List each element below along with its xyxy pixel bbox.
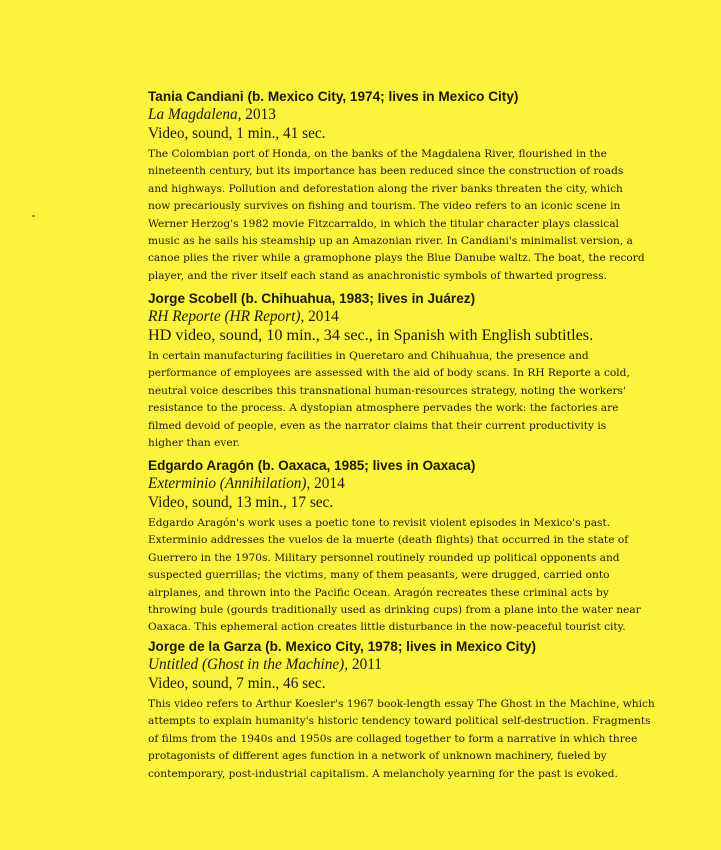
artwork-details: Video, sound, 13 min., 17 sec. — [148, 494, 334, 511]
description-line: player, and the river itself each stand as anachronistic symbols of thwarted progress. — [148, 269, 607, 282]
artwork-entry — [148, 88, 678, 285]
artist-heading: Tania Candiani (b. Mexico City, 1974; lives in Mexico City) — [148, 89, 519, 104]
artwork-title-line — [148, 106, 678, 124]
artwork-description — [148, 348, 678, 452]
description-line: protagonists of different ages function in a network of unknown machinery, fueled by — [148, 750, 607, 763]
artwork-title: La Magdalena, — [148, 106, 242, 123]
description-line: performance of employees are assessed with the aid of body scans. In RH Reporte a cold, — [148, 367, 630, 380]
artwork-title: Untitled (Ghost in the Machine), — [148, 656, 349, 673]
description-line: This video refers to Arthur Koesler's 1967 book-length essay The Ghost in the Machine, which — [148, 698, 655, 710]
artwork-description — [148, 696, 678, 783]
description-line: nineteenth century, but its importance has been reduced since the construction of roads — [148, 165, 624, 178]
description-line: The Colombian port of Honda, on the banks of the Magdalena River, flourished in the — [148, 148, 607, 160]
artwork-description — [148, 515, 678, 637]
description-line: Edgardo Aragón's work uses a poetic tone to revisit violent episodes in Mexico's past. — [148, 517, 611, 529]
description-line: attempts to explain humanity's historic tendency toward political self-destruction. Fragments — [148, 715, 651, 728]
description-line: of films from the 1940s and 1950s are collaged together to form a narrative in which three — [148, 732, 638, 745]
description-line: neutral voice describes this transnational human-resources strategy, noting the workers' — [148, 384, 626, 397]
artist-heading: Jorge de la Garza (b. Mexico City, 1978; lives in Mexico City) — [148, 639, 537, 654]
artwork-description — [148, 146, 678, 285]
description-line: Oaxaca. This ephemeral action creates little disturbance in the now-peaceful tourist city. — [148, 621, 626, 634]
artwork-title: RH Reporte (HR Report), — [148, 308, 305, 325]
description-line: In certain manufacturing facilities in Queretaro and Chihuahua, the presence and — [148, 350, 589, 362]
description-line: canoe plies the river while a gramophone plays the Blue Danube waltz. The boat, the record — [148, 252, 645, 265]
description-line: contemporary, post-industrial capitalism. A melancholy yearning for the past is evoked. — [148, 767, 618, 780]
description-line: Exterminio addresses the vuelos de la muerte (death flights) that occurred in the state of — [148, 534, 629, 547]
description-line: Werner Herzog's 1982 movie Fitzcarraldo, in which the titular character plays classical — [148, 217, 619, 230]
artwork-year: 2013 — [241, 106, 276, 123]
artwork-title-line — [148, 475, 678, 493]
artist-heading: Edgardo Aragón (b. Oaxaca, 1985; lives in Oaxaca) — [148, 458, 476, 473]
artwork-title-line — [148, 308, 678, 326]
description-line: Guerrero in the 1970s. Military personnel routinely rounded up political opponents and — [148, 551, 620, 564]
artwork-title-line — [148, 656, 678, 674]
artwork-year: 2014 — [304, 308, 339, 325]
paper-speck — [32, 215, 35, 217]
description-line: now precariously survives on fishing and tourism. The video refers to an iconic scene in — [148, 200, 621, 213]
artwork-details: Video, sound, 1 min., 41 sec. — [148, 125, 326, 142]
description-line: airplanes, and thrown into the Pacific Ocean. Aragón recreates these criminal acts by — [148, 586, 609, 599]
artwork-title: Exterminio (Annihilation), — [148, 475, 311, 492]
artwork-details: Video, sound, 7 min., 46 sec. — [148, 675, 326, 692]
description-line: and highways. Pollution and deforestation along the river banks threaten the city, which — [148, 182, 623, 195]
artist-heading: Jorge Scobell (b. Chihuahua, 1983; lives in Juárez) — [148, 291, 476, 306]
artwork-year: 2011 — [348, 656, 382, 673]
description-line: filmed devoid of people, even as the narrator claims that their current productivity is — [148, 419, 607, 432]
description-line: suspected guerrillas; the victims, many of them peasants, were drugged, carried onto — [148, 569, 610, 582]
description-line: higher than ever. — [148, 437, 240, 450]
artwork-details: HD video, sound, 10 min., 34 sec., in Spanish with English subtitles. — [148, 326, 594, 344]
description-line: throwing bule (gourds traditionally used as drinking cups) from a plane into the water near — [148, 604, 641, 617]
description-line: music as he sails his steamship up an Amazonian river. In Candiani's minimalist version, a — [148, 235, 633, 248]
artwork-entry — [148, 457, 678, 637]
artwork-entry — [148, 290, 678, 452]
artwork-year: 2014 — [310, 475, 345, 492]
artwork-entry — [148, 638, 678, 783]
description-line: resistance to the process. A dystopian atmosphere pervades the work: the factories are — [148, 402, 619, 415]
